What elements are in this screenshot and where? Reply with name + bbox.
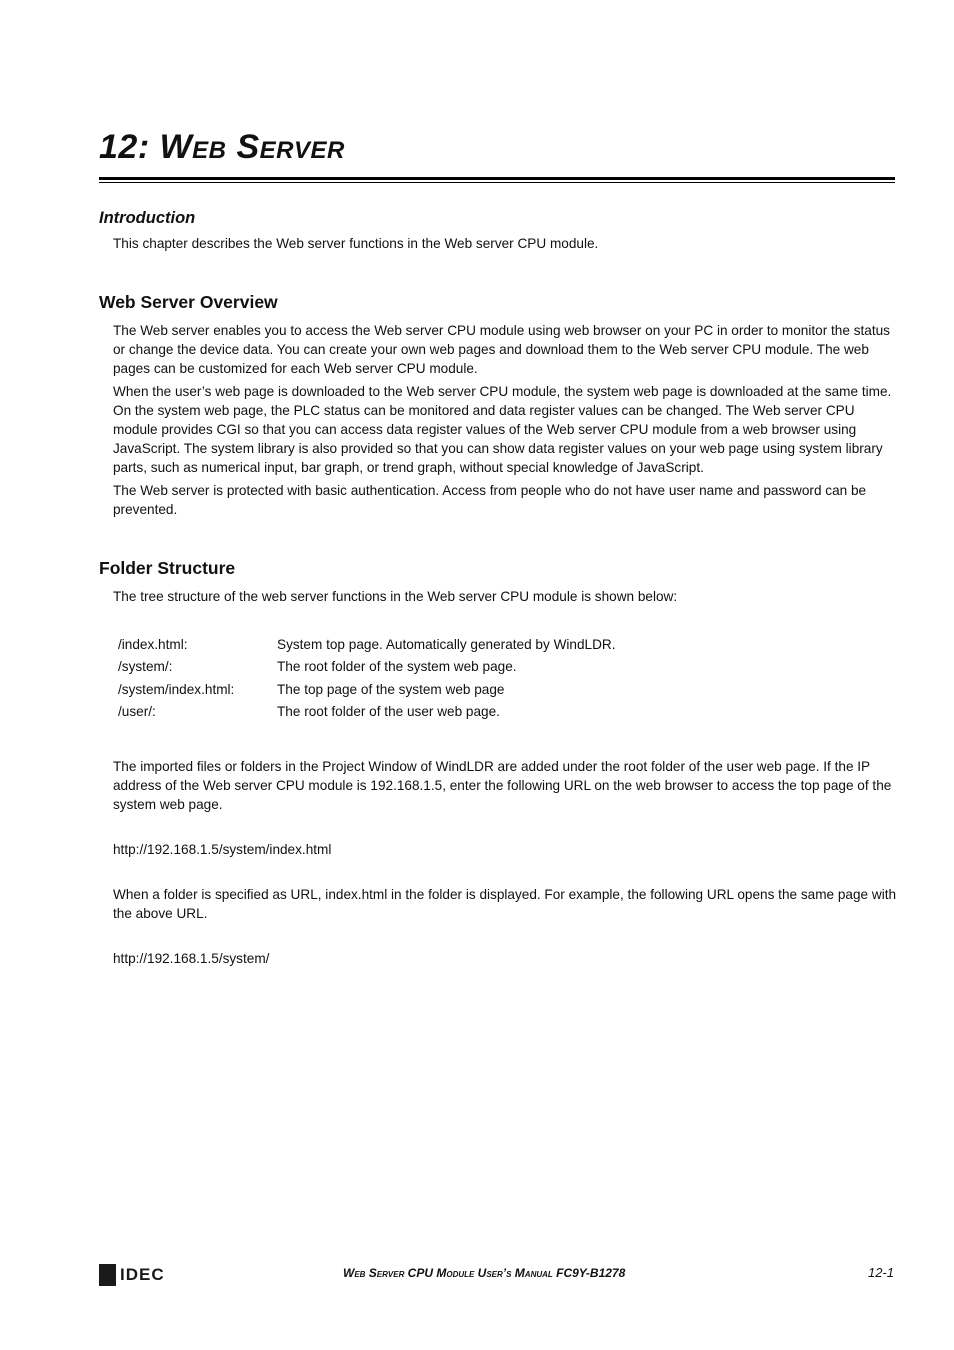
tree-description: System top page. Automatically generated by WindLDR.	[277, 637, 616, 652]
logo-mark-icon	[99, 1264, 116, 1286]
url-example-2: http://192.168.1.5/system/	[113, 951, 270, 966]
imported-files-paragraph: The imported files or folders in the Project Window of WindLDR are added under the root folder of the user web page. If the IP address of the Web server CPU module is 192.168.1.5, enter the following URL on the web browser to access the top page of the system web page.	[113, 759, 892, 812]
footer-page-number: 12-1	[867, 1265, 894, 1280]
footer-manual-title: Web Server CPU Module User’s Manual FC9Y-B1278	[343, 1266, 626, 1280]
overview-paragraph-1: The Web server enables you to access the Web server CPU module using web browser on your PC in order to monitor the status or change the device data. You can create your own web pages and download them to the Web server CPU module. The web pages can be customized for each Web server CPU module.	[113, 323, 890, 376]
introduction-heading: Introduction	[99, 209, 196, 227]
title-rule-thin	[99, 182, 895, 183]
folder-structure-heading: Folder Structure	[99, 558, 236, 578]
logo-text: IDEC	[120, 1265, 165, 1284]
folder-url-paragraph: When a folder is specified as URL, index.html in the folder is displayed. For example, the following URL opens the same page with the above URL.	[113, 887, 897, 921]
folder-structure-intro: The tree structure of the web server functions in the Web server CPU module is shown below:	[113, 589, 678, 604]
introduction-text: This chapter describes the Web server functions in the Web server CPU module.	[113, 236, 599, 251]
tree-description: The root folder of the system web page.	[277, 659, 517, 674]
page-title: 12: Web Server	[99, 128, 345, 166]
tree-path: /user/:	[118, 704, 156, 719]
tree-path: /system/:	[118, 659, 173, 674]
tree-description: The top page of the system web page	[277, 682, 505, 697]
url-example-1: http://192.168.1.5/system/index.html	[113, 842, 332, 857]
tree-path: /index.html:	[118, 637, 188, 652]
idec-logo	[99, 1264, 179, 1286]
overview-paragraph-3: The Web server is protected with basic authentication. Access from people who do not have user name and password can be prevented.	[113, 483, 867, 517]
tree-path: /system/index.html:	[118, 682, 235, 697]
overview-heading: Web Server Overview	[99, 292, 278, 312]
tree-description: The root folder of the user web page.	[277, 704, 500, 719]
title-rule-thick	[99, 177, 895, 180]
overview-paragraph-2: When the user’s web page is downloaded to the Web server CPU module, the system web page is downloaded at the same time. On the system web page, the PLC status can be monitored and data register values can be changed. The Web server CPU module provides CGI so that you can access data register values of the Web server CPU module from a web browser using JavaScript. The system library is also provided so that you can show data register values on your web page using system library parts, such as numerical input, bar graph, or trend graph, without special knowledge of JavaScript.	[113, 384, 892, 475]
